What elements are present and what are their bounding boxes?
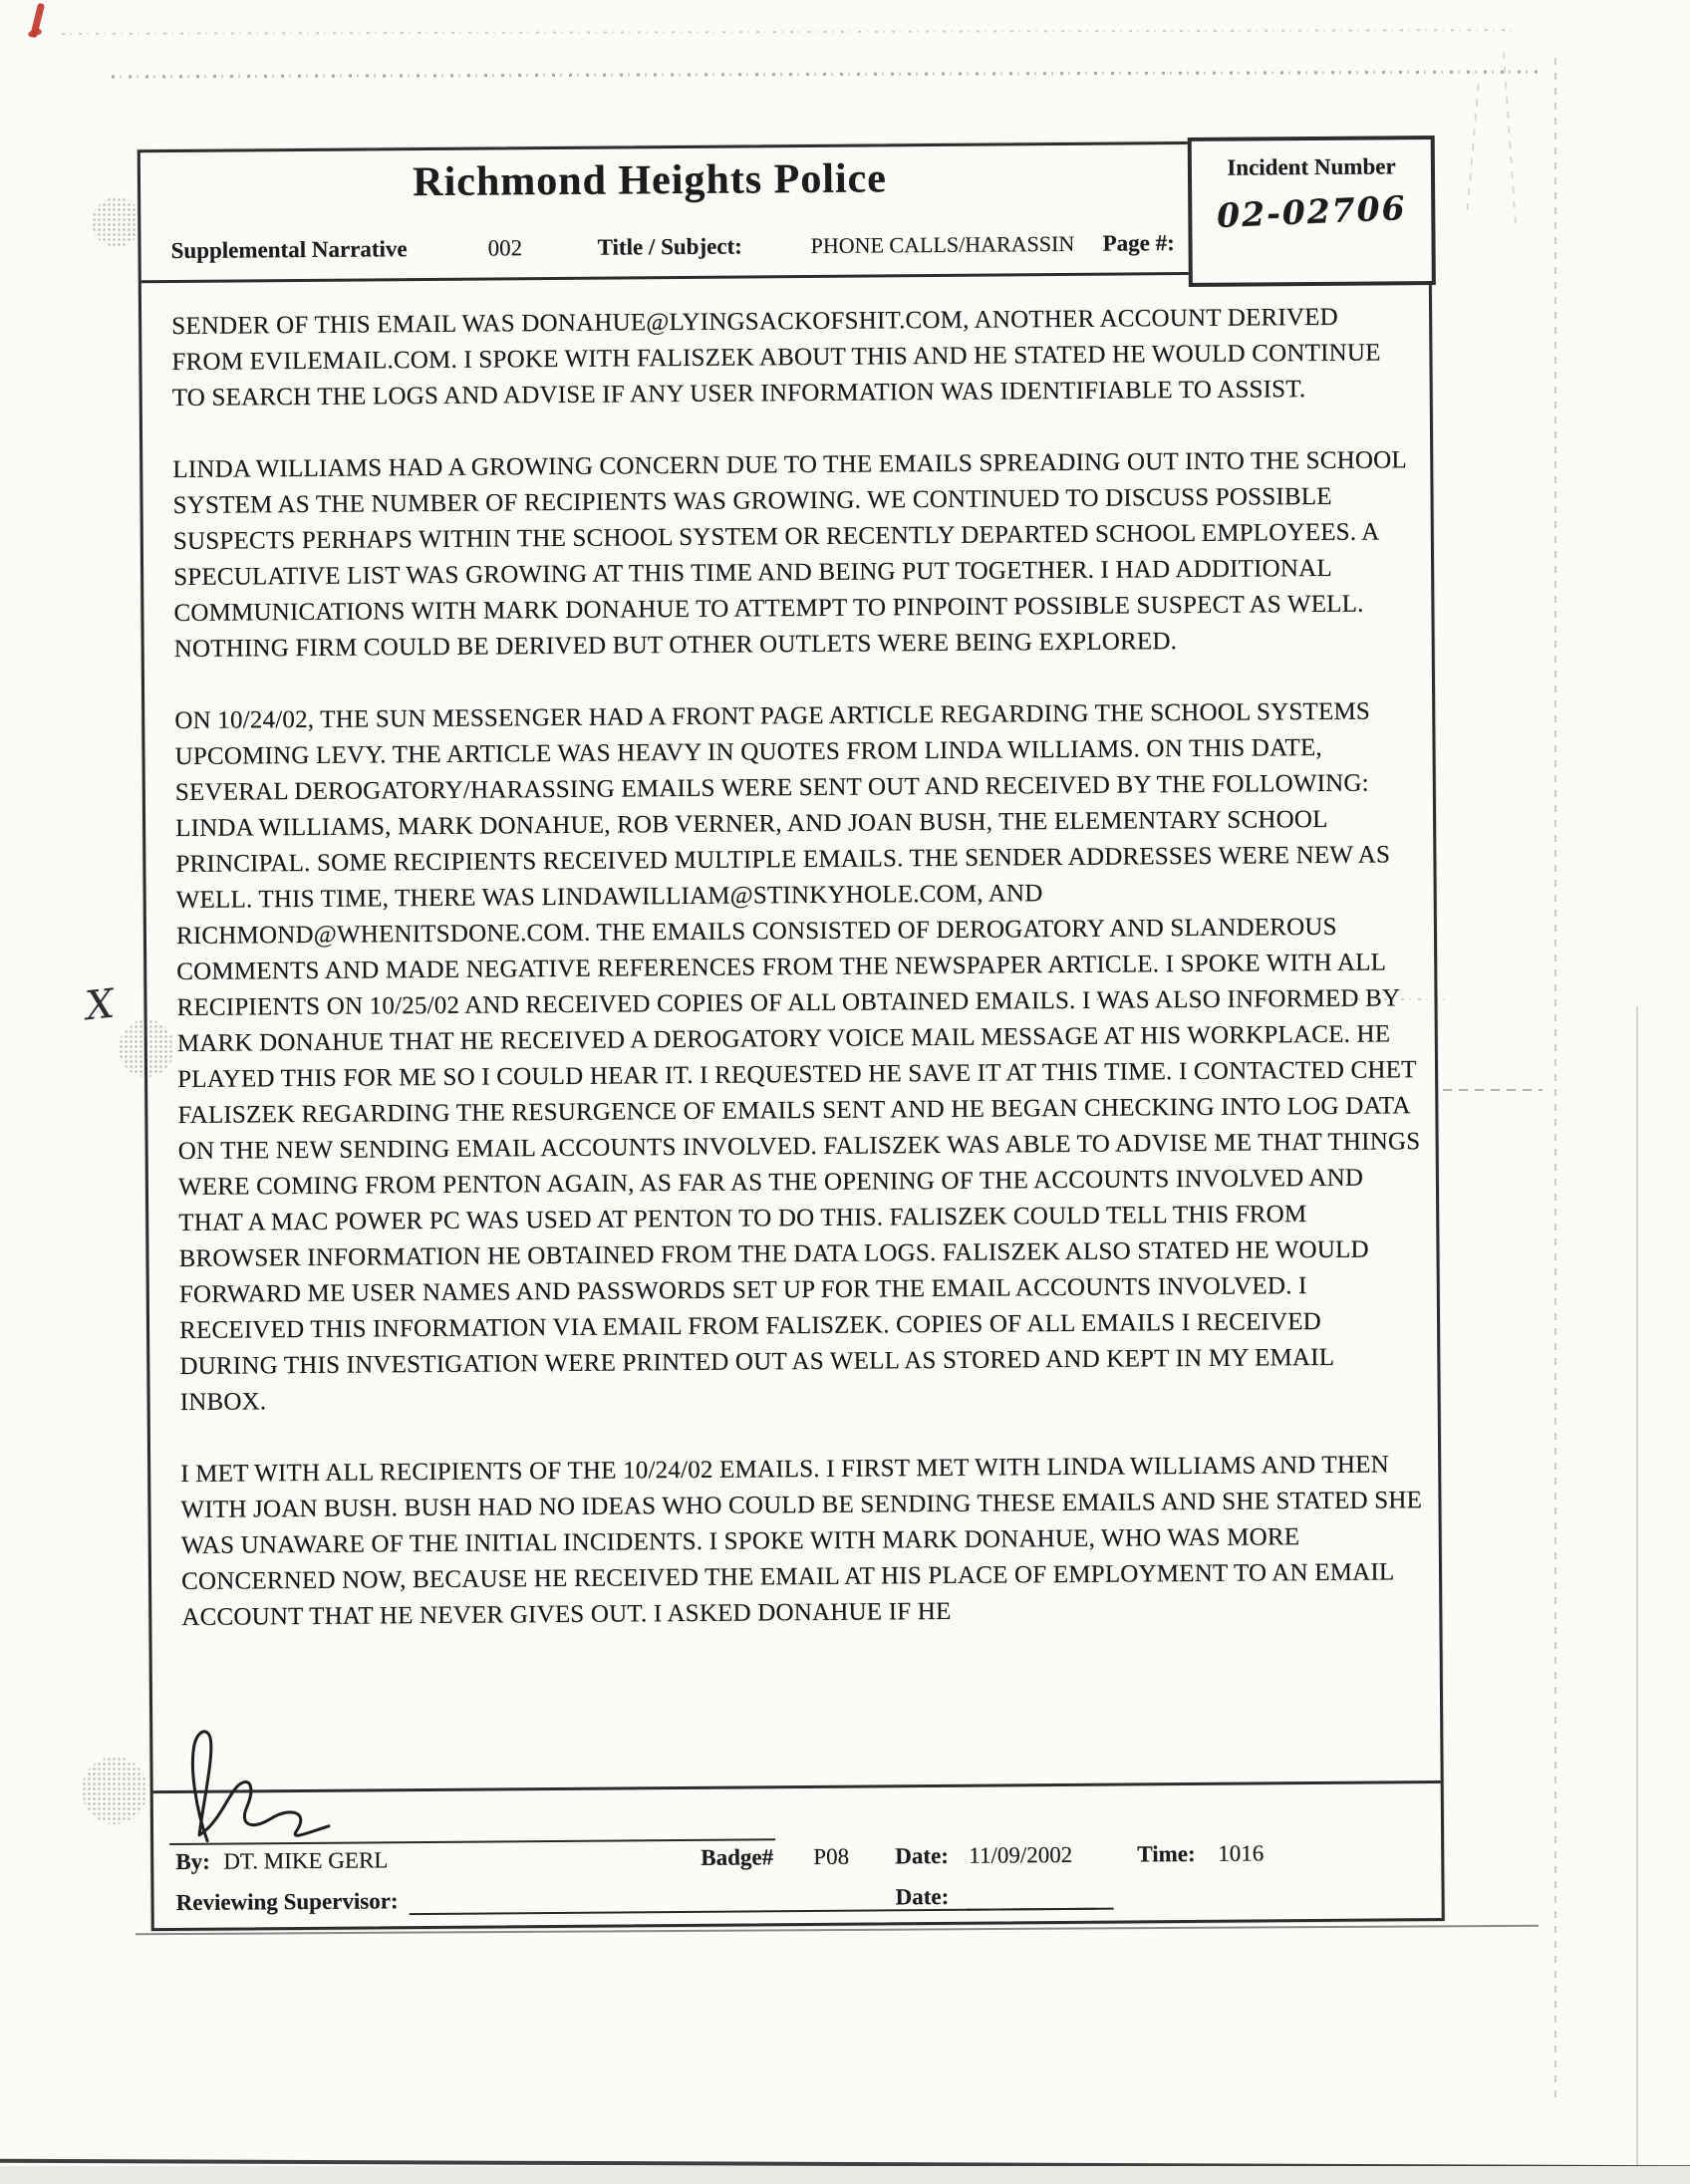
handwritten-x-mark: X <box>83 980 117 1030</box>
scan-artifact-vertical-dashed-line <box>1554 58 1556 2105</box>
page-label: Page #: <box>1102 230 1175 256</box>
incident-number-box <box>1188 136 1436 287</box>
report-header <box>141 142 1429 283</box>
narrative-text <box>141 273 1441 1790</box>
incident-number-label: Incident Number <box>1227 153 1396 180</box>
time-value: 1016 <box>1218 1840 1265 1866</box>
date-value: 11/09/2002 <box>969 1841 1073 1868</box>
narrative-number: 002 <box>487 235 523 261</box>
police-report-form <box>138 139 1445 1931</box>
narrative-paragraph: SENDER OF THIS EMAIL WAS DONAHUE@LYINGSACKOFSHIT.COM, ANOTHER ACCOUNT DERIVED FROM EVILEMAIL.COM. I SPOKE WITH FALISZEK ABOUT THIS AND HE STATED HE WOULD CONTINUE TO SEARCH THE LOGS AND ADVISE IF ANY USER INFORMATION WAS IDENTIFIABLE TO ASSIST. <box>171 303 1381 411</box>
department-title: Richmond Heights Police <box>413 155 888 206</box>
narrative-label: Supplemental Narrative <box>170 236 408 263</box>
subject-label: Title / Subject: <box>597 233 742 260</box>
narrative-paragraph: ON 10/24/02, THE SUN MESSENGER HAD A FRONT PAGE ARTICLE REGARDING THE SCHOOL SYSTEMS UPCOMING LEVY. THE ARTICLE WAS HEAVY IN QUOTES FROM LINDA WILLIAMS. ON THIS DATE, SEVERAL DEROGATORY/HARASSING EMAILS WERE SENT OUT AND RECEIVED BY THE FOLLOWING: LINDA WILLIAMS, MARK DONAHUE, ROB VERNER, AND JOAN BUSH, THE ELEMENTARY SCHOOL PRINCIPAL. SOME RECIPIENTS RECEIVED MULTIPLE EMAILS. THE SENDER ADDRESSES WERE NEW AS WELL. THIS TIME, THERE WAS LINDAWILLIAM@STINKYHOLE.COM, AND RICHMOND@WHENITSDONE.COM. THE EMAILS CONSISTED OF DEROGATORY AND SLANDEROUS COMMENTS AND MADE NEGATIVE REFERENCES FROM THE NEWSPAPER ARTICLE. I SPOKE WITH ALL RECIPIENTS ON 10/25/02 AND RECEIVED COPIES OF ALL OBTAINED EMAILS. I WAS ALSO INFORMED BY MARK DONAHUE THAT HE RECEIVED A DEROGATORY VOICE MAIL MESSAGE AT HIS WORKPLACE. HE PLAYED THIS FOR ME SO I COULD HEAR IT. I REQUESTED HE SAVE IT AT THIS TIME. I CONTACTED CHET FALISZEK REGARDING THE RESURGENCE OF EMAILS SENT AND HE BEGAN CHECKING INTO LOG DATA ON THE NEW SENDING EMAIL ACCOUNTS INVOLVED. FALISZEK WAS ABLE TO ADVISE ME THAT THINGS WERE COMING FROM PENTON AGAIN, AS FAR AS THE OPENING OF THE ACCOUNTS INVOLVED AND THAT A MAC POWER PC WAS USED AT PENTON TO DO THIS. FALISZEK COULD TELL THIS FROM BROWSER INFORMATION HE OBTAINED FROM THE DATA LOGS. FALISZEK ALSO STATED HE WOULD FORWARD ME USER NAMES AND PASSWORDS SET UP FOR THE EMAIL ACCOUNTS INVOLVED. I RECEIVED THIS INFORMATION VIA EMAIL FROM FALISZEK. COPIES OF ALL EMAILS I RECEIVED DURING THIS INVESTIGATION WERE PRINTED OUT AS WELL AS STORED AND KEPT IN MY EMAIL INBOX. <box>174 697 1421 1416</box>
narrative-paragraph: LINDA WILLIAMS HAD A GROWING CONCERN DUE TO THE EMAILS SPREADING OUT INTO THE SCHOOL SYSTEM AS THE NUMBER OF RECIPIENTS WAS GROWING. WE CONTINUED TO DISCUSS POSSIBLE SUSPECTS PERHAPS WITHIN THE SCHOOL SYSTEM OR RECENTLY DEPARTED SCHOOL EMPLOYEES. A SPECULATIVE LIST WAS GROWING AT THIS TIME AND BEING PUT TOGETHER. I HAD ADDITIONAL COMMUNICATIONS WITH MARK DONAHUE TO ATTEMPT TO PINPOINT POSSIBLE SUSPECT AS WELL. NOTHING FIRM COULD BE DERIVED BUT OTHER OUTLETS WERE BEING EXPLORED. <box>172 446 1406 663</box>
badge-value: P08 <box>813 1843 850 1869</box>
scan-artifact-dotted-line-top <box>62 29 1517 35</box>
hole-punch-smudge-bottom <box>82 1757 147 1824</box>
scan-bottom-band <box>0 2166 1690 2184</box>
reviewing-supervisor-label: Reviewing Supervisor: <box>175 1888 399 1915</box>
narrative-paragraph: I MET WITH ALL RECIPIENTS OF THE 10/24/02 EMAILS. I FIRST MET WITH LINDA WILLIAMS AND THEN WITH JOAN BUSH. BUSH HAD NO IDEAS WHO COULD BE SENDING THESE EMAILS AND SHE STATED SHE WAS UNAWARE OF THE INITIAL INCIDENTS. I SPOKE WITH MARK DONAHUE, WHO WAS MORE CONCERNED NOW, BECAUSE HE RECEIVED THE EMAIL AT HIS PLACE OF EMPLOYMENT TO AN EMAIL ACCOUNT THAT HE NEVER GIVES OUT. I ASKED DONAHUE IF HE <box>180 1451 1423 1631</box>
report-footer <box>153 1780 1442 1928</box>
scan-artifact-dashes-right <box>1443 1089 1543 1091</box>
supervisor-date-label: Date: <box>895 1883 950 1910</box>
scan-artifact-dotted-line <box>112 70 1542 78</box>
scan-artifact-squiggle-2 <box>1503 52 1517 226</box>
supervisor-date-blank-line <box>967 1908 1114 1911</box>
scan-artifact-squiggle-1 <box>1466 84 1479 213</box>
header-fields-row <box>170 230 1175 268</box>
subject-value: PHONE CALLS/HARASSIN <box>810 230 1075 258</box>
officer-signature <box>158 1722 419 1845</box>
time-label: Time: <box>1137 1840 1196 1867</box>
by-label: By: <box>175 1848 210 1874</box>
badge-label: Badge# <box>701 1844 774 1870</box>
by-value: DT. MIKE GERL <box>223 1847 389 1874</box>
hole-punch-smudge-top <box>92 197 141 247</box>
page-edge-shadow <box>1636 1006 1638 2182</box>
incident-number-value: 02-02706 <box>1216 187 1408 236</box>
date-label: Date: <box>895 1842 949 1869</box>
